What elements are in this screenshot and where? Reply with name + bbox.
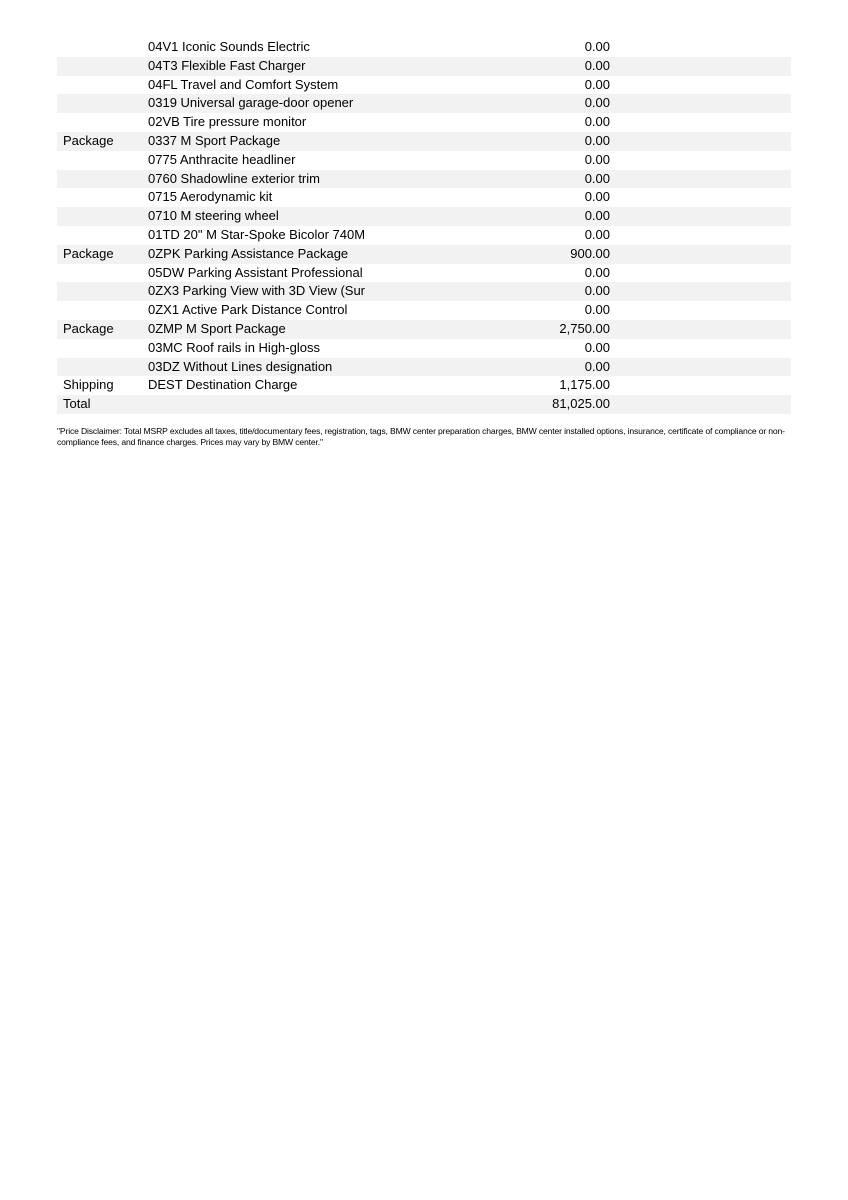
table-row bbox=[57, 170, 791, 189]
code-description-cell: 04FL Travel and Comfort System bbox=[148, 76, 339, 92]
price-cell: 0.00 bbox=[584, 132, 610, 148]
table-row bbox=[57, 132, 791, 151]
price-cell: 900.00 bbox=[570, 245, 610, 261]
table-row bbox=[57, 188, 791, 207]
table-row bbox=[57, 376, 791, 395]
table-row bbox=[57, 57, 791, 76]
table-row bbox=[57, 151, 791, 170]
code-description-cell: 05DW Parking Assistant Professional bbox=[148, 264, 363, 280]
code-description-cell: 0337 M Sport Package bbox=[148, 132, 281, 148]
code-description-cell: 02VB Tire pressure monitor bbox=[148, 114, 307, 130]
code-description-cell: 0760 Shadowline exterior trim bbox=[148, 170, 320, 186]
code-description-cell: 0715 Aerodynamic kit bbox=[148, 189, 273, 205]
price-cell: 0.00 bbox=[584, 358, 610, 374]
table-row bbox=[57, 320, 791, 339]
table-row bbox=[57, 301, 791, 320]
code-description-cell: 0ZMP M Sport Package bbox=[148, 320, 286, 336]
price-cell: 0.00 bbox=[584, 76, 610, 92]
table-row bbox=[57, 76, 791, 95]
table-row bbox=[57, 245, 791, 264]
price-cell: 0.00 bbox=[584, 226, 610, 242]
table-row bbox=[57, 226, 791, 245]
price-cell: 81,025.00 bbox=[552, 396, 610, 412]
price-cell: 0.00 bbox=[584, 264, 610, 280]
price-cell: 0.00 bbox=[584, 208, 610, 224]
price-cell: 0.00 bbox=[584, 39, 610, 54]
table-row bbox=[57, 339, 791, 358]
code-description-cell: 0ZPK Parking Assistance Package bbox=[148, 245, 349, 261]
table-row bbox=[57, 38, 791, 57]
code-description-cell: 0775 Anthracite headliner bbox=[148, 151, 296, 167]
table-row bbox=[57, 395, 791, 414]
code-description-cell: 0ZX3 Parking View with 3D View (Sur bbox=[148, 283, 366, 299]
price-cell: 2,750.00 bbox=[559, 320, 610, 336]
code-description-cell: 0710 M steering wheel bbox=[148, 208, 279, 224]
code-description-cell: 0ZX1 Active Park Distance Control bbox=[148, 302, 348, 318]
row-label-cell: Package bbox=[63, 320, 114, 336]
code-description-cell: 04V1 Iconic Sounds Electric bbox=[148, 39, 310, 54]
code-description-cell: 03DZ Without Lines designation bbox=[148, 358, 333, 374]
table-row bbox=[57, 264, 791, 283]
price-disclaimer-text: "Price Disclaimer: Total MSRP excludes all taxes, title/documentary fees, registration, tags, BMW center preparation charges, BMW center installed options, insurance, certificate of compliance or non-compliance fees, and finance charges. Prices may vary by BMW center." bbox=[57, 426, 785, 447]
price-cell: 0.00 bbox=[584, 114, 610, 130]
code-description-cell: 03MC Roof rails in High-gloss bbox=[148, 339, 320, 355]
code-description-cell: DEST Destination Charge bbox=[148, 377, 298, 393]
price-cell: 0.00 bbox=[584, 302, 610, 318]
price-cell: 0.00 bbox=[584, 283, 610, 299]
row-label-cell: Total bbox=[63, 396, 91, 412]
row-label-cell: Shipping bbox=[63, 377, 114, 393]
price-cell: 0.00 bbox=[584, 339, 610, 355]
row-label-cell: Package bbox=[63, 245, 114, 261]
price-cell: 0.00 bbox=[584, 57, 610, 73]
table-row bbox=[57, 282, 791, 301]
code-description-cell: 0319 Universal garage-door opener bbox=[148, 95, 354, 111]
price-cell: 0.00 bbox=[584, 170, 610, 186]
options-price-table bbox=[57, 38, 791, 414]
row-label-cell: Package bbox=[63, 132, 114, 148]
code-description-cell: 04T3 Flexible Fast Charger bbox=[148, 57, 306, 73]
price-cell: 0.00 bbox=[584, 151, 610, 167]
code-description-cell: 01TD 20" M Star-Spoke Bicolor 740M bbox=[148, 226, 366, 242]
table-row bbox=[57, 94, 791, 113]
price-cell: 1,175.00 bbox=[559, 377, 610, 393]
table-row bbox=[57, 207, 791, 226]
table-row bbox=[57, 113, 791, 132]
table-row bbox=[57, 358, 791, 377]
price-cell: 0.00 bbox=[584, 95, 610, 111]
price-cell: 0.00 bbox=[584, 189, 610, 205]
